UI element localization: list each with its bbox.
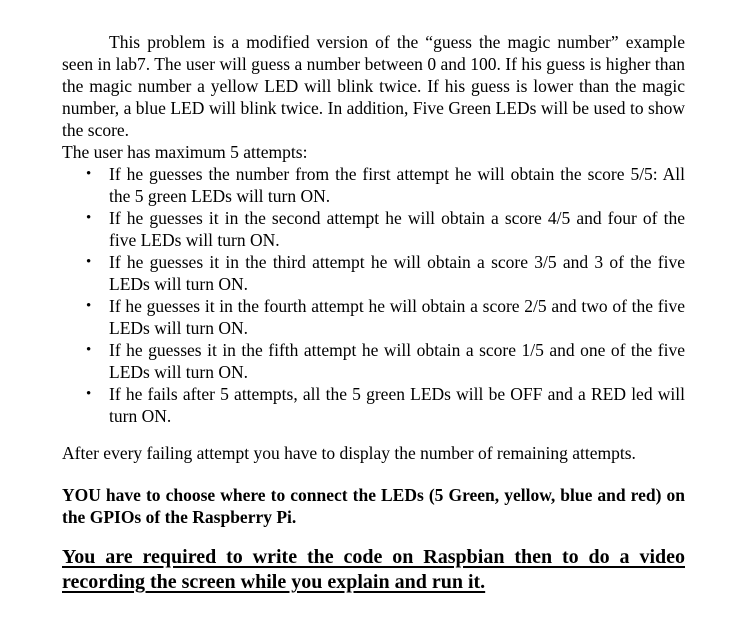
list-item [86,383,685,427]
list-item [86,163,685,207]
video-requirement: You are required to write the code on Raspbian then to do a video recording the screen while you explain and run it. [62,546,685,593]
spacer [62,427,685,442]
list-item-text: If he guesses it in the third attempt he will obtain a score 3/5 and 3 of the five LEDs will turn ON. [109,252,685,294]
score-rules-list [62,163,685,427]
gpio-instruction: YOU have to choose where to connect the LEDs (5 Green, yellow, blue and red) on the GPIOs of the Raspberry Pi. [62,485,685,527]
bullet-icon: • [86,298,92,314]
bullet-icon: • [86,386,92,402]
list-item [86,295,685,339]
document-page [62,31,685,595]
list-item-text: If he guesses the number from the first attempt he will obtain the score 5/5: All the 5 green LEDs will turn ON. [109,164,685,206]
bullet-icon: • [86,342,92,358]
list-item [86,339,685,383]
bullet-icon: • [86,166,92,182]
list-item-text: If he fails after 5 attempts, all the 5 green LEDs will be OFF and a RED led will turn ON. [109,384,685,426]
bullet-icon: • [86,210,92,226]
spacer [62,464,685,484]
bullet-icon: • [86,254,92,270]
list-item [86,207,685,251]
list-item-text: If he guesses it in the fifth attempt he will obtain a score 1/5 and one of the five LEDs will turn ON. [109,340,685,382]
spacer [62,528,685,545]
list-item-text: If he guesses it in the fourth attempt he will obtain a score 2/5 and two of the five LEDs will turn ON. [109,296,685,338]
intro-paragraph: This problem is a modified version of the “guess the magic number” example seen in lab7. The user will guess a number between 0 and 100. If his guess is higher than the magic number a yellow LED will blink twice. If his guess is lower than the magic number, a blue LED will blink twice. In addition, Five Green LEDs will be used to show the score. [62,32,685,140]
remaining-attempts-note: After every failing attempt you have to display the number of remaining attempts. [62,443,636,463]
max-attempts-line: The user has maximum 5 attempts: [62,142,308,162]
list-item-text: If he guesses it in the second attempt he will obtain a score 4/5 and four of the five LEDs will turn ON. [109,208,685,250]
list-item [86,251,685,295]
